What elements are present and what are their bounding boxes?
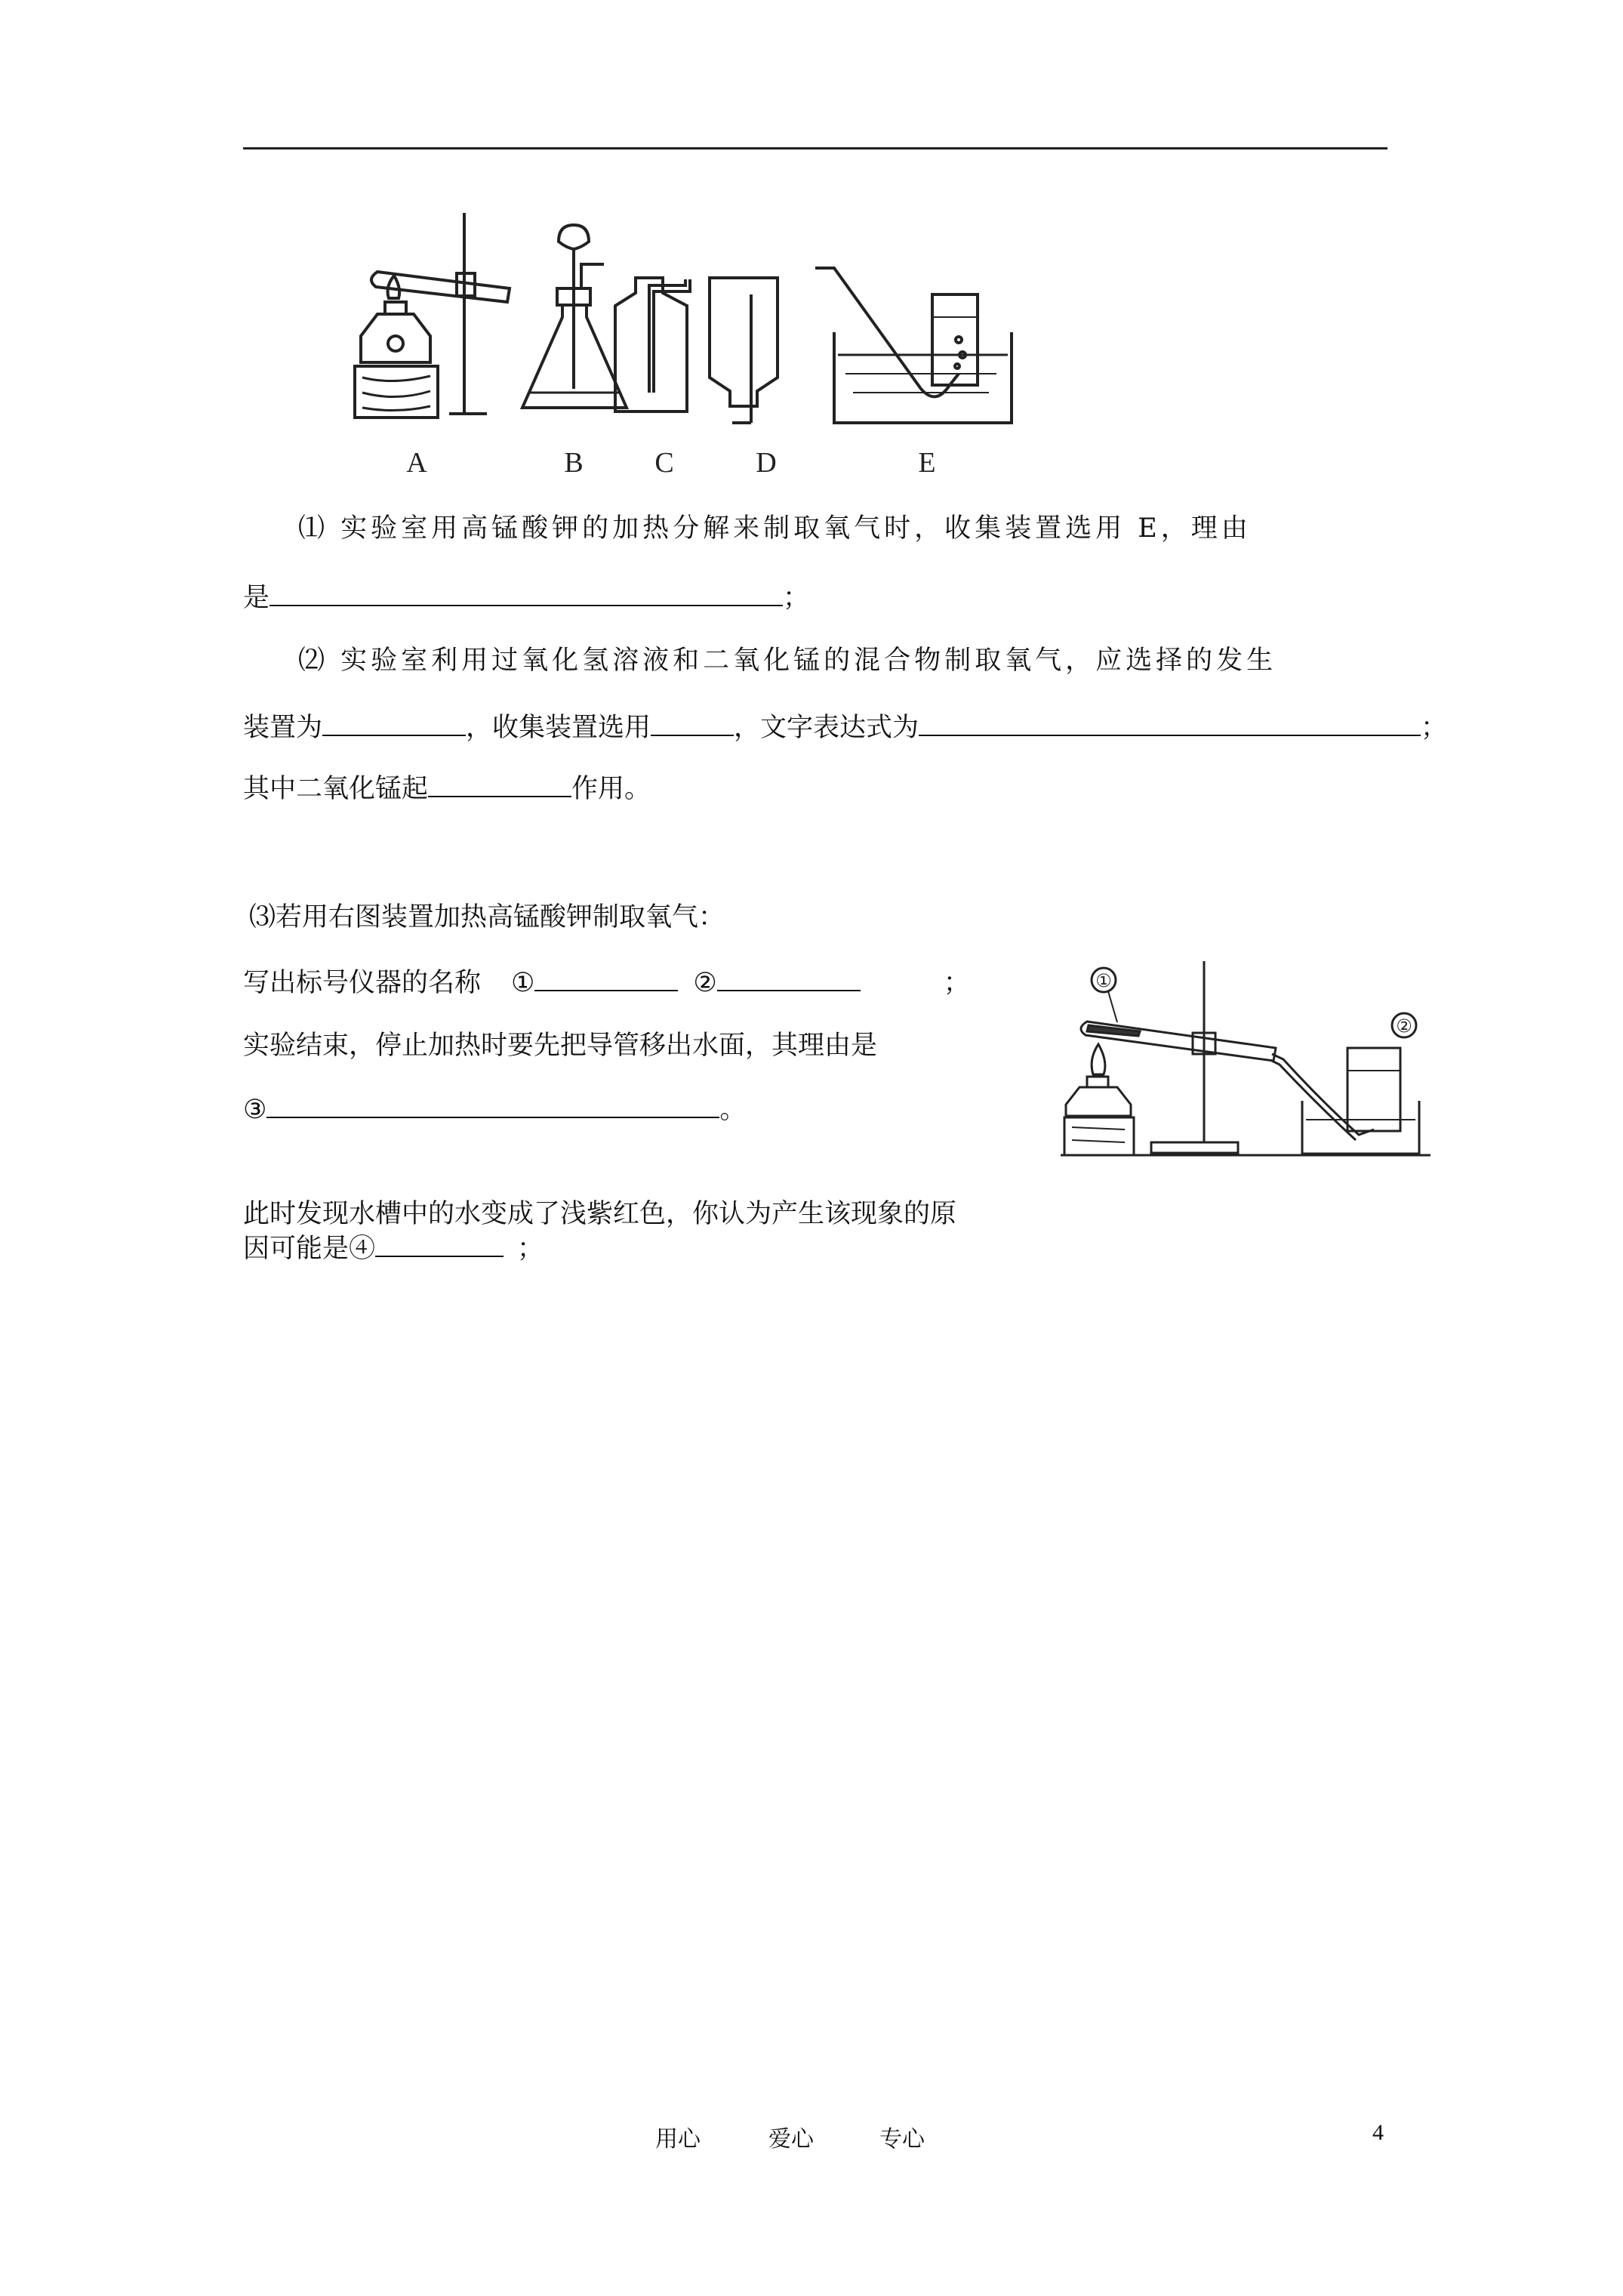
q3-cause-blank[interactable] — [375, 1228, 504, 1257]
page-number: 4 — [1372, 2120, 1384, 2145]
marker-4: ④ — [349, 1234, 376, 1264]
q3-reason-text: 实验结束，停止加热时要先把导管移出水面，其理由是 — [243, 1031, 878, 1061]
trough-e — [834, 332, 1012, 423]
q2-collector-blank[interactable] — [651, 707, 734, 736]
q3-names-line — [243, 963, 970, 1002]
q2-text: ⑵ 实验室利用过氧化氢溶液和二氧化锰的混合物制取氧气，应选择的发生 — [298, 646, 1277, 676]
lamp-neck-a — [385, 302, 406, 314]
q2-suffix: ； — [1421, 713, 1448, 743]
marker-1: ① — [511, 968, 535, 998]
water-trough — [1302, 1101, 1419, 1154]
label-e: E — [918, 447, 936, 479]
q1-line2 — [243, 578, 809, 617]
q1-line1 — [298, 510, 1252, 547]
q1-suffix: ； — [783, 583, 810, 613]
apparatus-figure-a-to-e — [332, 204, 1042, 491]
q3-phenomenon-text: 此时发现水槽中的水变成了浅紫红色，你认为产生该现象的原 — [243, 1199, 957, 1229]
q3-intro-text: ⑶若用右图装置加热高锰酸钾制取氧气： — [249, 902, 725, 932]
heating-apparatus-figure — [1057, 950, 1434, 1165]
q2-line3 — [243, 769, 651, 808]
q3-reason-line — [243, 1027, 877, 1065]
wood-block — [1064, 1117, 1134, 1155]
q3-answer3-line — [243, 1089, 746, 1129]
label-c: C — [654, 447, 674, 479]
q3-cause-prefix: 因可能是 — [243, 1234, 350, 1264]
q2-generator-blank[interactable] — [322, 707, 466, 736]
q2-line2 — [243, 707, 1447, 747]
q2-line3-prefix: 其中二氧化锰起 — [243, 774, 429, 804]
label-b: B — [564, 447, 584, 479]
q2-role-blank[interactable] — [428, 769, 571, 797]
q3-intro — [249, 898, 725, 936]
header-rule — [243, 147, 1387, 149]
gas-jar — [1347, 1048, 1400, 1131]
q3-cause-suffix: ； — [517, 1234, 544, 1264]
q1-prefix: 是 — [243, 583, 270, 613]
q3-reason-blank[interactable] — [266, 1089, 719, 1118]
figure-label-2: ② — [1396, 1015, 1412, 1037]
q3-names-suffix: ； — [943, 968, 970, 998]
inverted-bottle-d — [710, 278, 778, 406]
marker-2: ② — [693, 968, 717, 998]
label-d: D — [756, 447, 777, 479]
lamp-neck — [1087, 1077, 1108, 1087]
q2-mid2: ，文字表达式为 — [734, 713, 919, 743]
alcohol-lamp-a — [361, 314, 430, 362]
flame — [1092, 1044, 1105, 1074]
marker-3: ③ — [243, 1095, 267, 1125]
footer-motto-2: 爱心 — [768, 2126, 814, 2153]
lamp-label-a — [388, 336, 403, 351]
q1-text: ⑴ 实验室用高锰酸钾的加热分解来制取氧气时，收集装置选用 E，理由 — [298, 513, 1252, 544]
delivery-tube-e — [815, 268, 959, 396]
q3-names-prefix: 写出标号仪器的名称 — [243, 968, 482, 998]
stand-base — [1151, 1142, 1238, 1153]
apparatus-drawing — [332, 204, 1042, 491]
delivery-tube — [1272, 1054, 1374, 1135]
q2-mid1: ，收集装置选用 — [466, 713, 651, 743]
q3-reason-suffix: 。 — [719, 1095, 747, 1125]
q2-line3-suffix: 作用。 — [571, 774, 651, 804]
figure-label-1: ① — [1095, 970, 1112, 991]
q1-answer-blank[interactable] — [269, 578, 783, 606]
q2-equation-blank[interactable] — [919, 707, 1421, 736]
gas-bottle-c — [615, 278, 687, 411]
q3-instrument2-blank[interactable] — [717, 963, 861, 991]
q2-prefix: 装置为 — [243, 713, 323, 743]
footer-motto-1: 用心 — [655, 2126, 701, 2153]
heating-apparatus-drawing — [1057, 950, 1434, 1165]
flame-a — [388, 276, 400, 298]
footer-motto-3: 专心 — [879, 2126, 925, 2153]
delivery-tube-b — [581, 264, 604, 287]
q2-line1 — [298, 642, 1277, 680]
funnel-b — [559, 225, 589, 249]
alcohol-lamp — [1066, 1087, 1131, 1116]
q3-phenomenon-line — [243, 1195, 956, 1233]
q3-instrument1-blank[interactable] — [534, 963, 678, 991]
label-a: A — [406, 447, 427, 479]
q3-cause-line-text — [243, 1228, 544, 1268]
